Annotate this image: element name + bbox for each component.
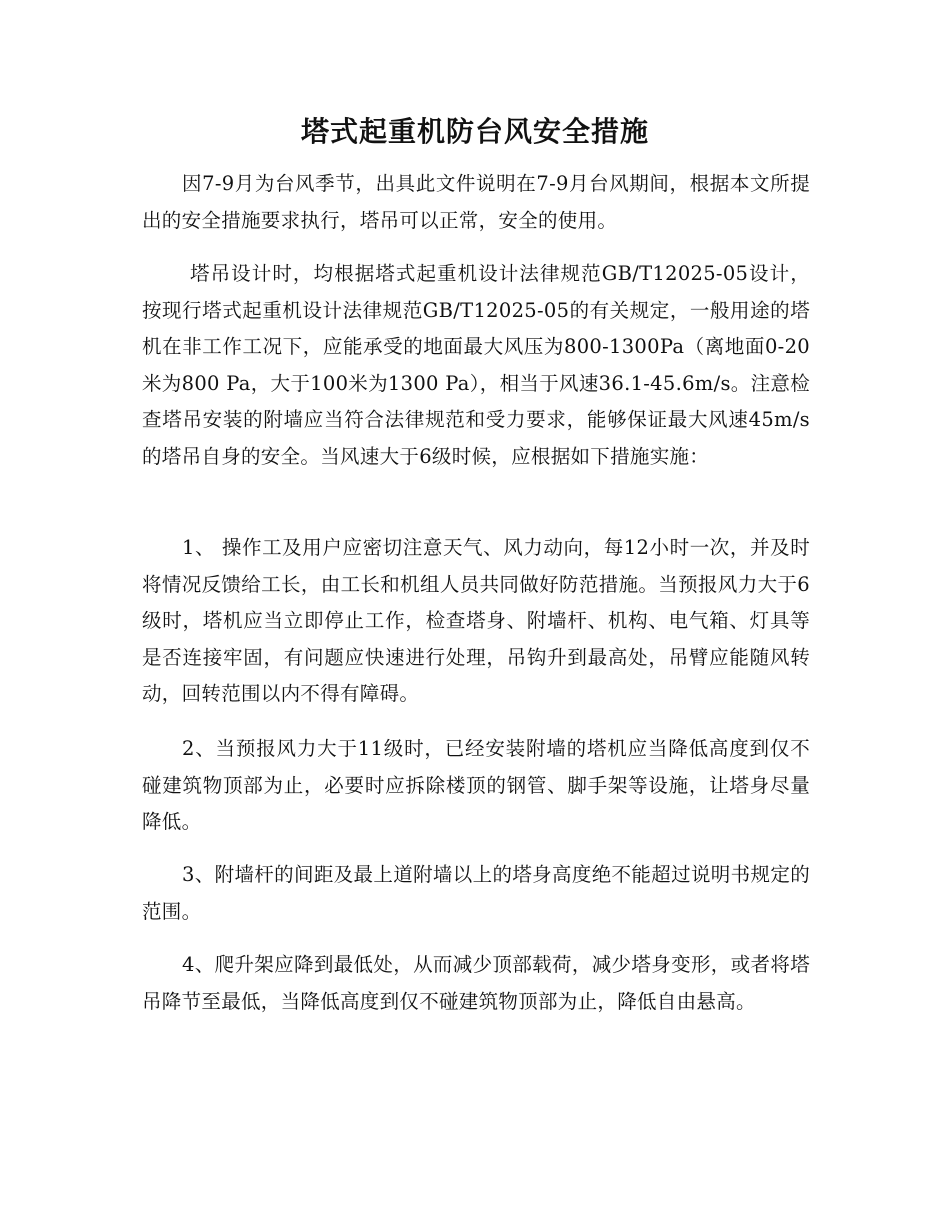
page-title: 塔式起重机防台风安全措施 — [300, 115, 649, 148]
paragraph-intro: 因7-9月为台风季节，出具此文件说明在7-9月台风期间，根据本文所提出的安全措施要求执行，塔吊可以正常，安全的使用。 — [142, 172, 810, 232]
paragraph-measure-4: 4、爬升架应降到最低处，从而减少顶部载荷，减少塔身变形，或者将塔吊降节至最低，当降低高度到仅不碰建筑物顶部为止，降低自由悬高。 — [142, 953, 810, 1013]
paragraph-measure-2: 2、当预报风力大于11级时，已经安装附墙的塔机应当降低高度到仅不碰建筑物顶部为止，必要时应拆除楼顶的钢管、脚手架等设施，让塔身尽量降低。 — [142, 737, 810, 833]
paragraph-measure-1: 1、 操作工及用户应密切注意天气、风力动向，每12小时一次，并及时将情况反馈给工长，由工长和机组人员共同做好防范措施。当预报风力大于6级时，塔机应当立即停止工作，检查塔身、附墙杆、机构、电气箱、灯具等是否连接牢固，有问题应快速进行处理，吊钩升到最高处，吊臂应能随风转动，回转范围以内不得有障碍。 — [142, 536, 810, 705]
paragraph-design-standard: 塔吊设计时，均根据塔式起重机设计法律规范GB/T12025-05设计，按现行塔式起重机设计法律规范GB/T12025-05的有关规定，一般用途的塔机在非工作工况下，应能承受的地面最大风压为800-1300Pa（离地面0-20米为800 Pa，大于100米为1300 Pa），相当于风速36.1-45.6m/s。注意检查塔吊安装的附墙应当符合法律规范和受力要求，能够保证最大风速45m/s的塔吊自身的安全。当风速大于6级时候，应根据如下措施实施： — [142, 262, 810, 468]
paragraph-measure-3: 3、附墙杆的间距及最上道附墙以上的塔身高度绝不能超过说明书规定的范围。 — [142, 863, 810, 923]
